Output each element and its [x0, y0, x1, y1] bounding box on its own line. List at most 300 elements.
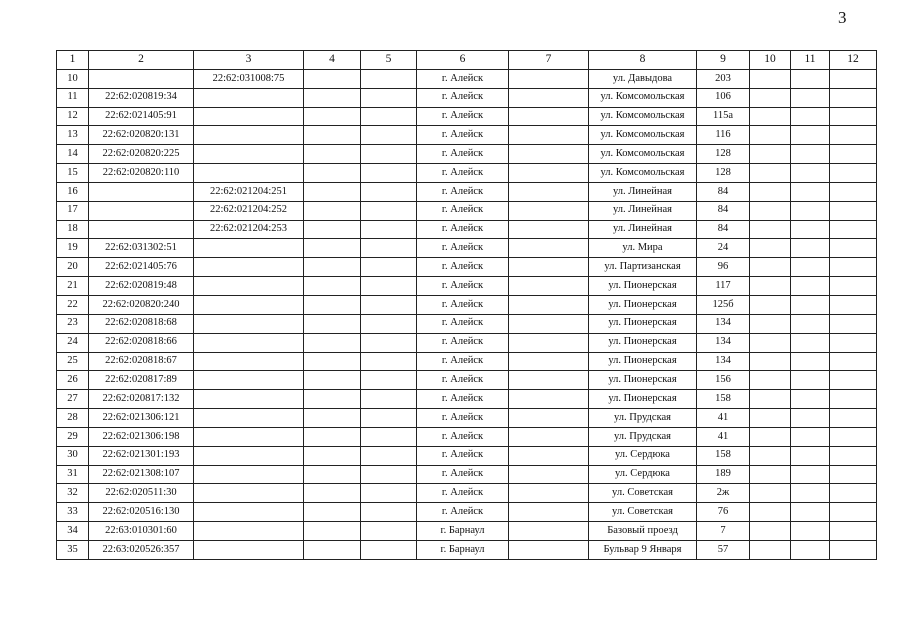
- table-cell: ул. Пионерская: [589, 352, 697, 371]
- table-cell: [361, 446, 417, 465]
- table-cell: 106: [697, 88, 750, 107]
- table-cell: [361, 295, 417, 314]
- table-cell: ул. Прудская: [589, 427, 697, 446]
- table-cell: [304, 446, 361, 465]
- table-cell: г. Барнаул: [417, 540, 509, 559]
- table-cell: [750, 522, 791, 541]
- table-cell: 22:62:020817:89: [89, 371, 194, 390]
- table-cell: [361, 277, 417, 296]
- table-cell: [750, 390, 791, 409]
- table-cell: [361, 88, 417, 107]
- table-cell: [830, 145, 877, 164]
- table-cell: [509, 107, 589, 126]
- table-cell: [830, 239, 877, 258]
- table-cell: [750, 201, 791, 220]
- column-header: 1: [57, 51, 89, 70]
- table-row: [57, 484, 877, 503]
- table-cell: [750, 69, 791, 88]
- table-cell: [750, 220, 791, 239]
- table-cell: [509, 164, 589, 183]
- table-cell: г. Алейск: [417, 201, 509, 220]
- table-cell: [304, 522, 361, 541]
- table-cell: [750, 145, 791, 164]
- table-cell: 22:62:020820:131: [89, 126, 194, 145]
- table-cell: 96: [697, 258, 750, 277]
- table-cell: ул. Линейная: [589, 182, 697, 201]
- table-cell: [304, 164, 361, 183]
- table-row: [57, 88, 877, 107]
- table-row: [57, 164, 877, 183]
- table-cell: [830, 409, 877, 428]
- table-cell: [830, 277, 877, 296]
- table-cell: [361, 314, 417, 333]
- table-cell: [509, 258, 589, 277]
- table-cell: [304, 126, 361, 145]
- table-cell: Бульвар 9 Января: [589, 540, 697, 559]
- table-cell: [194, 107, 304, 126]
- table-cell: [361, 333, 417, 352]
- table-cell: [750, 277, 791, 296]
- table-cell: 41: [697, 409, 750, 428]
- table-cell: [361, 371, 417, 390]
- table-cell: [830, 182, 877, 201]
- table-cell: [791, 295, 830, 314]
- table-cell: [194, 409, 304, 428]
- table-cell: [791, 503, 830, 522]
- table-row: [57, 409, 877, 428]
- table-cell: ул. Комсомольская: [589, 145, 697, 164]
- table-cell: 158: [697, 446, 750, 465]
- table-cell: г. Алейск: [417, 258, 509, 277]
- table-cell: ул. Сердюка: [589, 446, 697, 465]
- table-cell: 22:62:021204:253: [194, 220, 304, 239]
- table-cell: г. Алейск: [417, 107, 509, 126]
- table-cell: 30: [57, 446, 89, 465]
- table-cell: [194, 522, 304, 541]
- table-cell: 35: [57, 540, 89, 559]
- table-cell: ул. Давыдова: [589, 69, 697, 88]
- table-cell: 158: [697, 390, 750, 409]
- table-cell: [194, 277, 304, 296]
- table-cell: [304, 145, 361, 164]
- table-cell: [750, 333, 791, 352]
- table-cell: [509, 69, 589, 88]
- column-header: 10: [750, 51, 791, 70]
- table-row: [57, 503, 877, 522]
- table-cell: [791, 277, 830, 296]
- table-cell: [750, 314, 791, 333]
- table-cell: [89, 69, 194, 88]
- column-header: 6: [417, 51, 509, 70]
- table-cell: [791, 484, 830, 503]
- table-cell: [791, 333, 830, 352]
- table-cell: 22:62:021405:91: [89, 107, 194, 126]
- table-cell: [791, 409, 830, 428]
- table-cell: [791, 540, 830, 559]
- table-cell: г. Алейск: [417, 88, 509, 107]
- table-cell: [791, 522, 830, 541]
- table-cell: г. Алейск: [417, 503, 509, 522]
- column-header: 7: [509, 51, 589, 70]
- table-cell: [361, 220, 417, 239]
- table-cell: ул. Комсомольская: [589, 107, 697, 126]
- table-row: [57, 201, 877, 220]
- table-cell: [509, 409, 589, 428]
- table-cell: [750, 182, 791, 201]
- table-cell: ул. Пионерская: [589, 333, 697, 352]
- table-cell: [361, 522, 417, 541]
- table-cell: ул. Комсомольская: [589, 126, 697, 145]
- table-cell: [791, 126, 830, 145]
- table-cell: ул. Пионерская: [589, 390, 697, 409]
- table-cell: [830, 164, 877, 183]
- table-cell: [791, 145, 830, 164]
- table-cell: 22:62:020819:48: [89, 277, 194, 296]
- table-row: [57, 522, 877, 541]
- table-cell: [509, 465, 589, 484]
- table-cell: 22: [57, 295, 89, 314]
- table-cell: 25: [57, 352, 89, 371]
- table-row: [57, 427, 877, 446]
- table-cell: [830, 390, 877, 409]
- table-cell: ул. Партизанская: [589, 258, 697, 277]
- table-cell: [361, 503, 417, 522]
- table-cell: 41: [697, 427, 750, 446]
- table-cell: 23: [57, 314, 89, 333]
- table-cell: 22:62:020820:240: [89, 295, 194, 314]
- table-cell: 134: [697, 314, 750, 333]
- table-cell: [361, 409, 417, 428]
- table-cell: [791, 107, 830, 126]
- table-cell: 20: [57, 258, 89, 277]
- table-cell: г. Алейск: [417, 295, 509, 314]
- table-cell: [194, 314, 304, 333]
- table-cell: [750, 484, 791, 503]
- table-cell: 125б: [697, 295, 750, 314]
- table-cell: 14: [57, 145, 89, 164]
- table-row: [57, 69, 877, 88]
- table-row: [57, 295, 877, 314]
- table-cell: 128: [697, 164, 750, 183]
- table-cell: [830, 107, 877, 126]
- table-cell: [830, 258, 877, 277]
- table-cell: ул. Комсомольская: [589, 164, 697, 183]
- table-cell: [750, 352, 791, 371]
- table-cell: [361, 390, 417, 409]
- table-cell: [361, 239, 417, 258]
- table-cell: 22:62:021306:198: [89, 427, 194, 446]
- table-cell: [304, 69, 361, 88]
- table-cell: [750, 427, 791, 446]
- table-cell: [361, 69, 417, 88]
- table-cell: [509, 522, 589, 541]
- table-cell: г. Алейск: [417, 164, 509, 183]
- table-row: [57, 182, 877, 201]
- table-cell: 22:62:020820:225: [89, 145, 194, 164]
- table-cell: ул. Пионерская: [589, 295, 697, 314]
- table-cell: [791, 201, 830, 220]
- table-cell: [304, 427, 361, 446]
- table-cell: [750, 258, 791, 277]
- column-header: 5: [361, 51, 417, 70]
- table-cell: [509, 503, 589, 522]
- table-cell: 7: [697, 522, 750, 541]
- column-header: 11: [791, 51, 830, 70]
- table-cell: 18: [57, 220, 89, 239]
- table-cell: [750, 295, 791, 314]
- table-cell: г. Алейск: [417, 446, 509, 465]
- table-row: [57, 258, 877, 277]
- table-cell: 31: [57, 465, 89, 484]
- table-cell: 22:62:031008:75: [194, 69, 304, 88]
- column-header: 12: [830, 51, 877, 70]
- table-cell: ул. Комсомольская: [589, 88, 697, 107]
- table-row: [57, 371, 877, 390]
- table-cell: [194, 258, 304, 277]
- table-cell: [509, 145, 589, 164]
- table-cell: 22:62:031302:51: [89, 239, 194, 258]
- table-cell: [194, 333, 304, 352]
- table-cell: 22:62:020818:66: [89, 333, 194, 352]
- table-cell: [89, 220, 194, 239]
- table-cell: [361, 258, 417, 277]
- table-cell: [750, 88, 791, 107]
- table-cell: 19: [57, 239, 89, 258]
- table-cell: [304, 107, 361, 126]
- table-cell: [830, 540, 877, 559]
- table-cell: [361, 427, 417, 446]
- table-cell: [830, 220, 877, 239]
- table-cell: [750, 503, 791, 522]
- table-cell: [361, 201, 417, 220]
- table-row: [57, 390, 877, 409]
- table-cell: 22:62:020817:132: [89, 390, 194, 409]
- table-cell: г. Алейск: [417, 69, 509, 88]
- table-cell: [361, 484, 417, 503]
- table-cell: [791, 314, 830, 333]
- table-row: [57, 145, 877, 164]
- table-cell: [830, 88, 877, 107]
- table-cell: 134: [697, 352, 750, 371]
- table-cell: [791, 88, 830, 107]
- table-cell: [194, 465, 304, 484]
- table-cell: 117: [697, 277, 750, 296]
- table-cell: [750, 409, 791, 428]
- table-cell: 22:63:020526:357: [89, 540, 194, 559]
- table-cell: [194, 446, 304, 465]
- table-cell: [361, 540, 417, 559]
- table-cell: 22:62:021301:193: [89, 446, 194, 465]
- table-cell: [304, 333, 361, 352]
- table-cell: 22:62:020820:110: [89, 164, 194, 183]
- table-cell: [791, 390, 830, 409]
- table-cell: г. Алейск: [417, 409, 509, 428]
- table-cell: 203: [697, 69, 750, 88]
- table-cell: [194, 88, 304, 107]
- table-cell: [509, 352, 589, 371]
- table-header-row: [57, 51, 877, 70]
- table-cell: г. Алейск: [417, 239, 509, 258]
- table-cell: ул. Пионерская: [589, 371, 697, 390]
- table-cell: 84: [697, 201, 750, 220]
- table-row: [57, 220, 877, 239]
- table-cell: г. Алейск: [417, 465, 509, 484]
- table-cell: [509, 182, 589, 201]
- table-cell: г. Алейск: [417, 333, 509, 352]
- table-cell: [89, 201, 194, 220]
- table-cell: 34: [57, 522, 89, 541]
- table-cell: Базовый проезд: [589, 522, 697, 541]
- table-row: [57, 333, 877, 352]
- table-cell: [304, 295, 361, 314]
- table-cell: 10: [57, 69, 89, 88]
- table-cell: г. Алейск: [417, 220, 509, 239]
- table-cell: г. Алейск: [417, 427, 509, 446]
- table-cell: 156: [697, 371, 750, 390]
- table-cell: [750, 164, 791, 183]
- table-cell: [791, 427, 830, 446]
- table-cell: г. Алейск: [417, 484, 509, 503]
- table-cell: [304, 314, 361, 333]
- table-cell: г. Барнаул: [417, 522, 509, 541]
- table-cell: 22:62:020818:68: [89, 314, 194, 333]
- table-cell: [509, 126, 589, 145]
- table-cell: [509, 88, 589, 107]
- table-cell: ул. Советская: [589, 484, 697, 503]
- table-cell: [791, 465, 830, 484]
- table-row: [57, 314, 877, 333]
- page-number: 3: [838, 8, 847, 27]
- table-cell: ул. Линейная: [589, 201, 697, 220]
- table-cell: 22:62:021306:121: [89, 409, 194, 428]
- table-cell: [830, 484, 877, 503]
- table-cell: [750, 371, 791, 390]
- table-body: [57, 69, 877, 559]
- table-cell: 84: [697, 220, 750, 239]
- table-cell: [830, 503, 877, 522]
- table-cell: [194, 239, 304, 258]
- table-cell: [830, 333, 877, 352]
- table-cell: [304, 540, 361, 559]
- table-cell: 11: [57, 88, 89, 107]
- table-cell: [791, 164, 830, 183]
- table-cell: 22:62:021308:107: [89, 465, 194, 484]
- table-cell: [194, 352, 304, 371]
- table-cell: [509, 427, 589, 446]
- table-cell: 134: [697, 333, 750, 352]
- table-cell: [509, 371, 589, 390]
- table-cell: [194, 540, 304, 559]
- table-cell: [361, 126, 417, 145]
- table-cell: [304, 371, 361, 390]
- table-cell: [304, 182, 361, 201]
- column-header: 2: [89, 51, 194, 70]
- table-cell: [830, 446, 877, 465]
- table-cell: [361, 352, 417, 371]
- table-cell: [194, 503, 304, 522]
- table-cell: [509, 333, 589, 352]
- table-cell: 22:62:020819:34: [89, 88, 194, 107]
- table-cell: [830, 371, 877, 390]
- table-cell: [304, 201, 361, 220]
- table-cell: [830, 126, 877, 145]
- table-cell: [750, 126, 791, 145]
- table-cell: [304, 503, 361, 522]
- table-cell: ул. Пионерская: [589, 314, 697, 333]
- column-header: 4: [304, 51, 361, 70]
- table-row: [57, 277, 877, 296]
- table-cell: [304, 352, 361, 371]
- table-row: [57, 465, 877, 484]
- table-cell: [791, 69, 830, 88]
- table-cell: [304, 239, 361, 258]
- column-header: 9: [697, 51, 750, 70]
- table-cell: 27: [57, 390, 89, 409]
- table-cell: г. Алейск: [417, 390, 509, 409]
- table-cell: г. Алейск: [417, 145, 509, 164]
- table-cell: 22:62:020818:67: [89, 352, 194, 371]
- table-cell: 21: [57, 277, 89, 296]
- table-cell: [194, 295, 304, 314]
- table-cell: 12: [57, 107, 89, 126]
- table-cell: г. Алейск: [417, 126, 509, 145]
- table-cell: [509, 540, 589, 559]
- table-cell: [830, 201, 877, 220]
- table-cell: [304, 409, 361, 428]
- table-cell: [830, 427, 877, 446]
- table-cell: [509, 446, 589, 465]
- table-cell: ул. Сердюка: [589, 465, 697, 484]
- table-row: [57, 446, 877, 465]
- table-cell: [194, 371, 304, 390]
- table-cell: [304, 220, 361, 239]
- table-cell: [830, 295, 877, 314]
- table-cell: [509, 390, 589, 409]
- table-cell: [750, 107, 791, 126]
- table-cell: [194, 484, 304, 503]
- table-cell: ул. Прудская: [589, 409, 697, 428]
- table-cell: ул. Линейная: [589, 220, 697, 239]
- table-cell: [194, 427, 304, 446]
- table-cell: [791, 182, 830, 201]
- table-cell: 17: [57, 201, 89, 220]
- table-cell: [361, 182, 417, 201]
- table-cell: [830, 352, 877, 371]
- table-row: [57, 540, 877, 559]
- table-cell: [304, 88, 361, 107]
- table-cell: [509, 484, 589, 503]
- table-cell: ул. Советская: [589, 503, 697, 522]
- table-cell: [830, 465, 877, 484]
- table-cell: 116: [697, 126, 750, 145]
- table-cell: [194, 126, 304, 145]
- table-cell: 13: [57, 126, 89, 145]
- table-cell: [89, 182, 194, 201]
- table-cell: [791, 258, 830, 277]
- table-cell: [194, 164, 304, 183]
- table-row: [57, 239, 877, 258]
- table-cell: 115а: [697, 107, 750, 126]
- table-cell: [830, 522, 877, 541]
- table-cell: [361, 164, 417, 183]
- table-cell: [791, 446, 830, 465]
- table-cell: 22:62:020516:130: [89, 503, 194, 522]
- table-cell: г. Алейск: [417, 182, 509, 201]
- table-cell: 76: [697, 503, 750, 522]
- table-cell: 22:62:021204:252: [194, 201, 304, 220]
- table-cell: [509, 295, 589, 314]
- table-cell: [509, 239, 589, 258]
